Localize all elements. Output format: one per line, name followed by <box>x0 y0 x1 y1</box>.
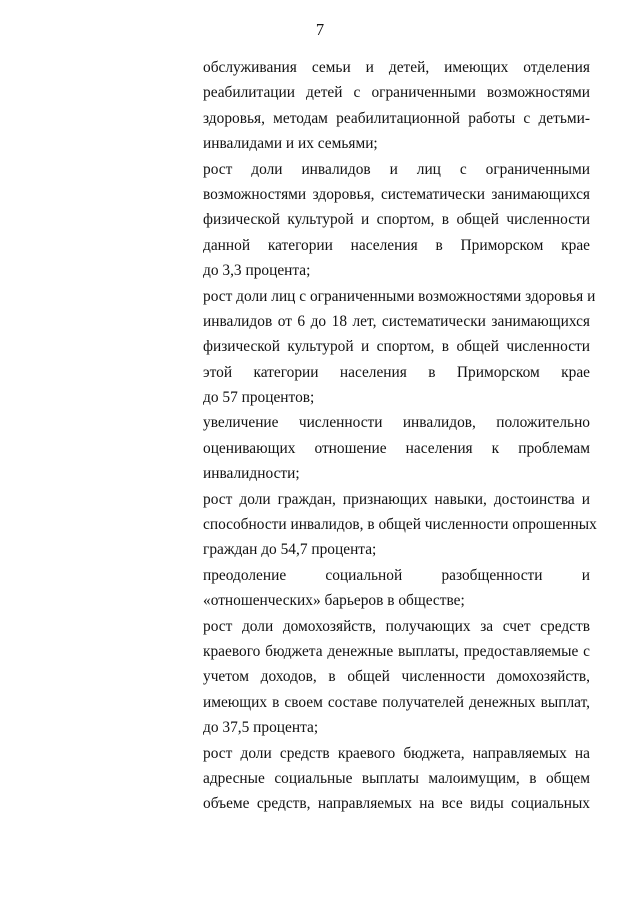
text-line: рост доли средств краевого бюджета, направляемых на <box>203 744 590 762</box>
text-line: рост доли граждан, признающих навыки, достоинства и <box>203 490 590 508</box>
page-number: 7 <box>315 20 325 39</box>
text-line: физической культурой и спортом, в общей численности <box>203 338 590 356</box>
text-line: преодоление социальной разобщенности и <box>203 566 590 584</box>
text-line: рост доли домохозяйств, получающих за счет средств <box>203 617 590 635</box>
text-line: адресные социальные выплаты малоимущим, в общем <box>203 769 590 787</box>
text-line: «отношенческих» барьеров в обществе; <box>203 592 465 610</box>
text-line: рост доли инвалидов и лиц с ограниченными <box>203 160 590 178</box>
text-line: учетом доходов, в общей численности домохозяйств, <box>203 668 590 686</box>
document-body <box>203 55 597 817</box>
text-line: краевого бюджета денежные выплаты, предоставляемые с <box>203 642 590 660</box>
text-line: имеющих в своем составе получателей денежных выплат, <box>203 693 590 711</box>
text-line: инвалидности; <box>203 465 300 483</box>
text-line: объеме средств, направляемых на все виды социальных <box>203 795 590 813</box>
text-line: реабилитации детей с ограниченными возможностями <box>203 84 590 102</box>
text-line: инвалидов от 6 до 18 лет, систематически занимающихся <box>203 312 590 330</box>
text-line: граждан до 54,7 процента; <box>203 541 377 559</box>
text-line: рост доли лиц с ограниченными возможностями здоровья и <box>203 287 596 305</box>
text-line: до 3,3 процента; <box>203 262 311 280</box>
text-line: здоровья, методам реабилитационной работы с детьми- <box>203 109 590 127</box>
text-line: до 57 процентов; <box>203 389 315 407</box>
text-line: данной категории населения в Приморском крае <box>203 236 590 254</box>
text-line: способности инвалидов, в общей численности опрошенных <box>203 516 597 534</box>
text-line: оценивающих отношение населения к проблемам <box>203 439 590 457</box>
text-line: обслуживания семьи и детей, имеющих отделения <box>203 59 590 76</box>
text-line: инвалидами и их семьями; <box>203 135 378 153</box>
text-line: физической культурой и спортом, в общей численности <box>203 211 590 229</box>
text-line: до 37,5 процента; <box>203 719 319 737</box>
text-line: этой категории населения в Приморском крае <box>203 363 590 381</box>
text-line: возможностями здоровья, систематически занимающихся <box>203 185 590 203</box>
text-line: увеличение численности инвалидов, положительно <box>203 414 590 432</box>
